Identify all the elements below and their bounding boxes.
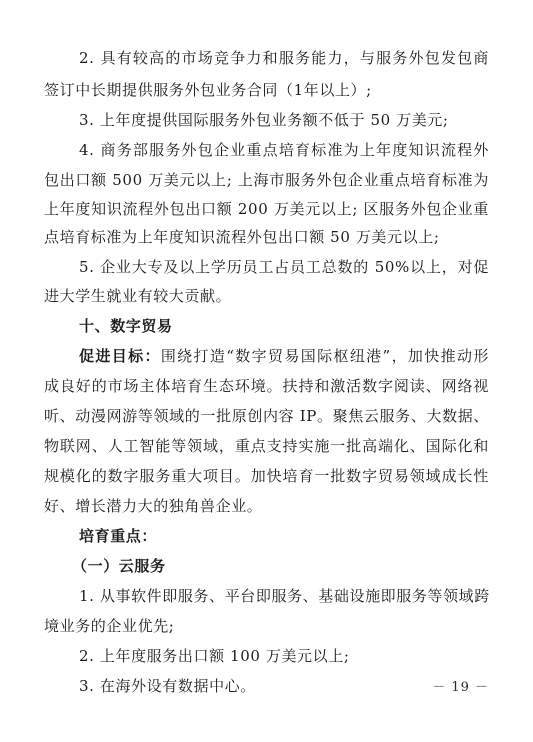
page-number: － 19 －	[432, 680, 489, 695]
item-4-line-4: 点培育标准为上年度知识流程外包出口额 50 万美元以上;	[44, 228, 440, 246]
cloud-item-1-line-2: 境业务的企业优先;	[44, 617, 175, 635]
item-2-line-2: 签订中长期提供服务外包业务合同（1年以上）;	[44, 81, 372, 99]
goal-line-2: 成良好的市场主体培育生态环境。扶持和激活数字阅读、网络视	[44, 377, 489, 395]
item-5-line-1: 5. 企业大专及以上学历员工占员工总数的 50%以上，对促	[79, 258, 489, 276]
section-title: 十、数字贸易	[79, 317, 173, 335]
item-4-line-3: 上年度知识流程外包出口额 200 万美元以上; 区服务外包企业重	[44, 200, 489, 218]
goal-line-1	[79, 346, 489, 366]
item-5-line-2: 进大学生就业有较大贡献。	[44, 287, 232, 305]
item-2-line-1: 2. 具有较高的市场竞争力和服务能力，与服务外包发包商	[79, 49, 489, 67]
item-3-line-1: 3. 上年度提供国际服务外包业务额不低于 50 万美元;	[79, 111, 449, 129]
cloud-item-3-line-1: 3. 在海外设有数据中心。	[79, 677, 256, 695]
cloud-item-1-line-1: 1. 从事软件即服务、平台即服务、基础设施即服务等领域跨	[79, 587, 490, 605]
subsection-title: （一）云服务	[72, 557, 166, 575]
goal-line-5: 规模化的数字服务重大项目。加快培育一批数字贸易领域成长性	[44, 467, 489, 485]
item-4-line-2: 包出口额 500 万美元以上; 上海市服务外包企业重点培育标准为	[44, 171, 489, 189]
cloud-item-2-line-1: 2. 上年度服务出口额 100 万美元以上;	[79, 647, 350, 665]
goal-line-4: 物联网、人工智能等领域，重点支持实施一批高端化、国际化和	[44, 437, 489, 455]
item-4-line-1: 4. 商务部服务外包企业重点培育标准为上年度知识流程外	[79, 141, 489, 159]
goal-label: 促进目标：	[79, 347, 161, 365]
goal-line-1-text: 围绕打造“数字贸易国际枢纽港”，加快推动形	[160, 347, 489, 365]
goal-line-3: 听、动漫网游等领域的一批原创内容 IP。聚焦云服务、大数据、	[44, 407, 489, 425]
goal-line-6: 好、增长潜力大的独角兽企业。	[44, 497, 263, 515]
focus-label: 培育重点：	[79, 527, 158, 545]
